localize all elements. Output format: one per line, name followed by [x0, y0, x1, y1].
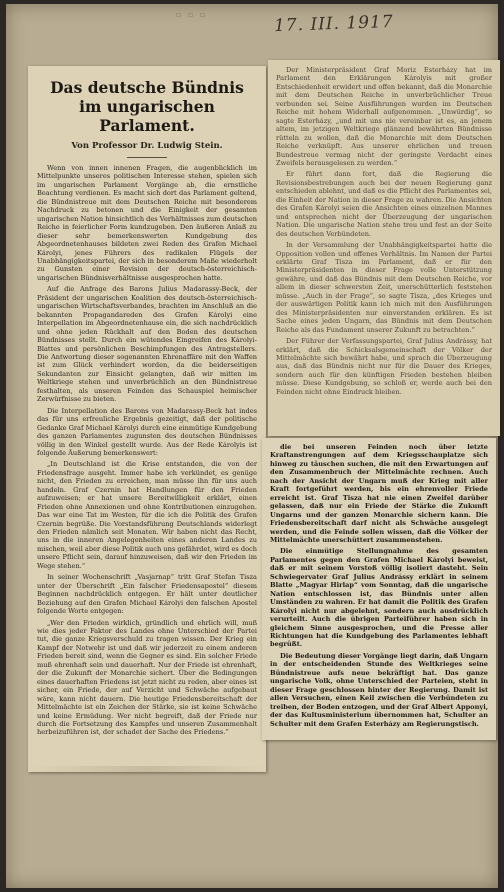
divider — [127, 157, 167, 158]
paragraph: Die Interpellation des Barons von Madarassy-Beck hat indes das für uns erfreuliche Ergebnis gezeitigt, daß der politische Gedanke Graf Michael Károlyi durch eine einmütige Kundgebung des ganzen Parlamentes zugunsten des deutschen Bündnisses völlig in den Winkel gestellt wurde. Aus der Rede Károlyis ist folgende Äußerung bemerkenswert: — [37, 406, 257, 457]
right-bottom-column-text — [270, 443, 488, 728]
left-column-text — [37, 164, 257, 737]
paragraph: Er führt dann fort, daß die Regierung die Revisionsbestrebungen auch bei der neuen Regierung ganz entschieden ablehnt, und daß es die Pflicht des Parlamentes sei, die Einheit der Nation in dieser Frage zu wahren. Die Ansichten des Grafen Károlyi seien die Ansichten eines einzelnen Mannes und entsprechen nicht der Überzeugung der ungarischen Nation. Die ungarische Nation stehe treu und fest an der Seite des deutschen Verbündeten. — [276, 170, 492, 238]
paragraph: Die Bedeutung dieser Vorgänge liegt darin, daß Ungarn in der entscheidenden Stunde des Weltkrieges seine Bündnistreue aufs neue bekräftigt hat. Das ganze ungarische Volk, ohne Unterschied der Parteien, steht in dieser Frage geschlossen hinter der Regierung. Damit ist allen Versuchen, einen Keil zwischen die Verbündeten zu treiben, der Boden entzogen, und der Graf Albert Apponyi, der das Kultusministerium übernommen hat, Schulter an Schulter mit dem Grafen Esterházy am Regierungstisch. — [270, 651, 488, 728]
handwritten-date: 17. III. 1917 — [273, 11, 394, 37]
clipping-right-bottom — [262, 438, 496, 740]
paper-edge — [28, 766, 266, 772]
paragraph: die bei unseren Feinden noch über letzte Kraftanstrengungen auf dem Kriegsschauplatze sich hinweg zu täuschen suchen, die mit den Erwartungen auf den Zusammenbruch der Mittelmächte rechnen. Auch nach der Ansicht der Ungarn muß der Krieg mit aller Kraft fortgeführt werden, bis ein ehrenvoller Friede erreicht ist. Graf Tisza hat nie einen Zweifel darüber gelassen, daß nur ein Friede der Stärke die Zukunft Ungarns und der ganzen Monarchie sichern kann. Die Friedensbereitschaft darf nicht als Schwäche ausgelegt werden, und die Feinde sollen wissen, daß die Völker der Mittelmächte unerschüttert zusammenstehen. — [270, 443, 488, 544]
paragraph: Der Führer der Verfassungspartei, Graf Julius Andrássy, hat erklärt, daß die Schicksalsgemeinschaft der Völker der Mittelmächte sich bewährt habe, und sprach die Überzeugung aus, daß das Bündnis nicht nur für die Dauer des Krieges, sondern auch für den künftigen Frieden bestehen bleiben müsse. Diese Kundgebung, so schloß er, werde auch bei den Feinden nicht ohne Eindruck bleiben. — [276, 337, 492, 396]
clipping-right-top — [268, 60, 500, 436]
right-top-column-text — [276, 66, 492, 396]
clipping-left-column — [28, 66, 266, 772]
paragraph: Der Ministerpräsident Graf Moriz Esterházy hat im Parlament den Erklärungen Károlyis mit großer Entschiedenheit erwidert und offen bekannt, daß die Monarchie mit dem Deutschen Reiche in unverbrüchlicher Treue verbunden sei. Seine Ausführungen wurden im Deutschen Reiche mit hohem Widerhall aufgenommen. „Unwürdig“, so sagte Esterházy, „und mit uns nie vereinbar ist es, an jenem altem, im jetzigen Weltkriege glänzend bewährten Bündnisse rütteln zu wollen, daß die Monarchie mit dem Deutschen Reiche verknüpft. Aus unserer ehrlichen und treuen Bundestreue vermag nicht der geringste Verdacht eines Zweifels herausgelesen zu werden.“ — [276, 66, 492, 167]
paragraph: Die einmütige Stellungnahme des gesamten Parlamentes gegen den Grafen Michael Károlyi beweist, daß er mit seinem Vorstoß völlig isoliert dasteht. Sein Schwiegervater Graf Julius Andrássy erklärt in seinem Blatte „Magyar Hirlap“ vom Sonntag, daß die ungarische Nation entschlossen ist, das Bündnis unter allen Umständen zu wahren. Er hat damit die Politik des Grafen Károlyi nicht nur abgelehnt, sondern auch ausdrücklich verurteilt. Auch die übrigen Parteiführer haben sich in gleichem Sinne ausgesprochen, und die Presse aller Richtungen hat die Kundgebung des Parlamentes lebhaft begrüßt. — [270, 547, 488, 649]
paragraph: Wenn von innen innenen Fragen, die augenblicklich im Mittelpunkte unseres politischen Interesse stehen, spielen sich im ungarischen Parlament Vorgänge ab, die ernstliche Beachtung verdienen. Es macht sich dort das Parlament geltend, die Bündnistreue mit dem Deutschen Reiche mit besonderem Nachdruck zu betonen und die Einigkeit der gesamten ungarischen Nation hinsichtlich des Verhältnisses zum deutschen Reiche in feierlicher Form kundzugeben. Den äußeren Anlaß zu dieser sehr bemerkenswerten Kundgebung des Abgeordnetenhauses bildeten zwei Reden des Grafen Michael Károlyi, jenes Führers des radikalen Flügels der Unabhängigkeitspartei, der sich in besonderem Maße wiederholt zu Gunsten einer Revision der deutsch-österreichisch-ungarischen Bündnisverhältnisse ausgesprochen hatte. — [37, 164, 257, 282]
article-title: Das deutsche Bündnis im ungarischen Parlament. — [50, 78, 244, 135]
paragraph: Auf die Anfrage des Barons Julius Madarassy-Beck, der Präsident der ungarischen Koalition des deutsch-österreichisch-ungarischen Wirtschaftsverbandes, brachten im Anschluß an die bekannten Propagandareden des Grafen Károlyi eine Interpellation im Abgeordnetenhause ein, die sich nachdrücklich und ohne jeden Rückhalt auf den Boden des deutschen Bündnisses stellt. Durch ein wütendes Eingreifen des Károlyi-Blattes und persönlichen Beschimpfungen des Antragstellers. Die Antwortung dieser sogenannten Ehrenaffäre mit den Waffen ist zum Glück verhindert worden, da die beiderseitigen Sekundanten zur Einsicht gelangten, daß wir mitten im Weltkriege stehen und unverbrüchlich an den Bündnistreue festhalten, als unseren Feinden das Schauspiel heimischer Zerwürfnisse zu bieten. — [37, 285, 257, 404]
paragraph: In seiner Wochenschrift „Vasjarnap“ tritt Graf Stefan Tisza unter der Überschrift „Ein falscher Friedensapostel“ diesem Beginnen nachdrücklich entgegen. Er hält unter deutlicher Beziehung auf den Grafen Michael Károlyi den falschen Apostel folgende Worte entgegen: — [37, 573, 257, 616]
faint-stamp: ▫ ▫ ▫ — [176, 10, 208, 19]
paragraph: In der Versammlung der Unabhängigkeitspartei hatte die Opposition vollen und offenes Verhältnis. Im Namen der Partei erklärte Graf Tisza im Parlament, daß er für den Ministerpräsidenten in dieser Frage volle Unterstützung gewähre, und daß das Bündnis mit dem Deutschen Reiche, vor allem in dieser schwersten Zeit, unerschütterlich feststehen müsse. „Auch in der Frage“, so sagte Tisza, „des Krieges und der auswärtigen Politik kann ich mich mit den Ausführungen des Ministerpräsidenten nur einverstanden erklären. Es ist Sache eines jeden Ungarn, das Bündnis mit dem Deutschen Reiche als das Fundament unserer Zukunft zu betrachten.“ — [276, 241, 492, 334]
paragraph: „Wer den Frieden wirklich, gründlich und ehrlich will, muß wie dies jeder Faktor des Landes ohne Unterschied der Partei tut, die ganze Kriegsverschuld zu tragen wissen. Der Krieg ein Kampf der Notwehr ist und daß wir jederzeit zu einem anderen Frieden bereit sind, wenn die Gegner es sind. Ein solcher Friede muß ehrenhaft sein und dauerhaft. Nur der Friede ist ehrenhaft, der die Zukunft der Monarchie sichert. Über die Bedingungen eines dauerhaften Friedens ist jetzt nicht zu reden, aber eines ist sicher, ein Friede, der auf Verzicht und Schwäche aufgebaut wäre, kann nicht dauern. Die heutige Friedensbereitschaft der Mittelmächte ist ein Zeichen der Stärke, sie ist keine Schwäche und keine Ermüdung. Wer nicht begreift, daß der Friede nur durch die Fortsetzung des Kampfes und unseren Zusammenhalt herbeizuführen ist, der schadet der Sache des Friedens.“ — [37, 618, 257, 737]
article-byline: Von Professor Dr. Ludwig Stein. — [71, 141, 223, 151]
paragraph: „In Deutschland ist die Krise entstanden, die von der Friedensfrage ausgeht. Immer habe ich verkündet, es genüge nicht, den Frieden zu erreichen, man müsse ihn für uns auch handeln. Graf Czernin hat Handlungen für den Frieden aufzuweisen; er hat unsere Bereitwilligkeit erklärt, einen Frieden ohne Annexionen und ohne Kontributionen einzugehen. Das war eine Tat im Westen, für die ich die Politik des Grafen Czernin begrüße. Die Vorstandsführung Deutschlands widerlegt den Frieden nämlich seit Monaten. Wir haben nicht das Recht, uns in die inneren Angelegenheiten eines anderen Landes zu mischen, weil aber diese Politik auch uns gefährdet, wird es doch unsere Pflicht sein, darauf hinzuweisen, daß wir den Frieden im Wege stehen.“ — [37, 460, 257, 570]
archive-card — [6, 4, 498, 888]
